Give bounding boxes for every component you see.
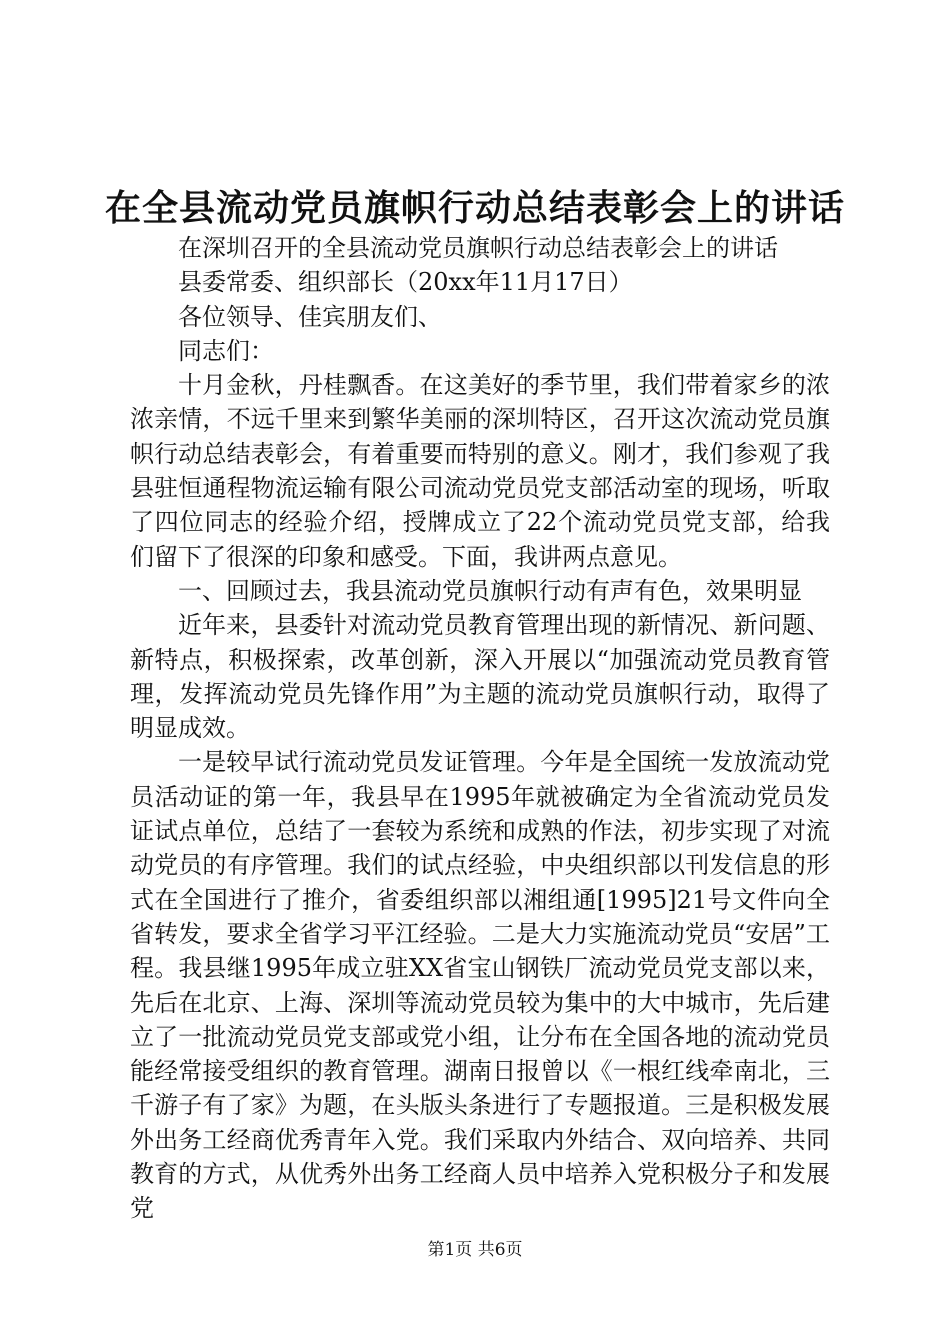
salutation-line: 各位领导、佳宾朋友们、: [178, 302, 442, 331]
document-title: 在全县流动党员旗帜行动总结表彰会上的讲话: [104, 187, 845, 229]
salutation-line: 同志们：: [178, 336, 274, 365]
body-paragraph: 近年来，县委针对流动党员教育管理出现的新情况、新问题、新特点，积极探索，改革创新，深入开展以“加强流动党员教育管理，发挥流动党员先锋作用”为主题的流动党员旗帜行动，取得了明显成效。: [130, 611, 830, 743]
document-body: [130, 231, 830, 1226]
speaker-line: 县委常委、组织部长（20xx年11月17日）: [178, 268, 633, 297]
section-heading: 一、回顾过去，我县流动党员旗帜行动有声有色，效果明显: [178, 576, 802, 605]
subtitle-line: 在深圳召开的全县流动党员旗帜行动总结表彰会上的讲话: [178, 234, 778, 262]
body-paragraph: 十月金秋，丹桂飘香。在这美好的季节里，我们带着家乡的浓浓亲情，不远千里来到繁华美丽的深圳特区，召开这次流动党员旗帜行动总结表彰会，有着重要而特别的意义。刚才，我们参观了我县驻恒通程物流运输有限公司流动党员党支部活动室的现场，听取了四位同志的经验介绍，授牌成立了22个流动党员党支部，给我们留下了很深的印象和感受。下面，我讲两点意见。: [130, 371, 830, 571]
page-number-footer: 第1页 共6页: [427, 1240, 523, 1260]
body-paragraph: 一是较早试行流动党员发证管理。今年是全国统一发放流动党员活动证的第一年，我县早在1995年就被确定为全省流动党员发证试点单位，总结了一套较为系统和成熟的作法，初步实现了对流动党员的有序管理。我们的试点经验，中央组织部以刊发信息的形式在全国进行了推介，省委组织部以湘组通[1995]21号文件向全省转发，要求全省学习平江经验。二是大力实施流动党员“安居”工程。我县继1995年成立驻XX省宝山钢铁厂流动党员党支部以来，先后在北京、上海、深圳等流动党员较为集中的大中城市，先后建立了一批流动党员党支部或党小组，让分布在全国各地的流动党员能经常接受组织的教育管理。湖南日报曾以《一根红线牵南北，三千游子有了家》为题，在头版头条进行了专题报道。三是积极发展外出务工经商优秀青年入党。我们采取内外结合、双向培养、共同教育的方式，从优秀外出务工经商人员中培养入党积极分子和发展党: [130, 748, 830, 1223]
